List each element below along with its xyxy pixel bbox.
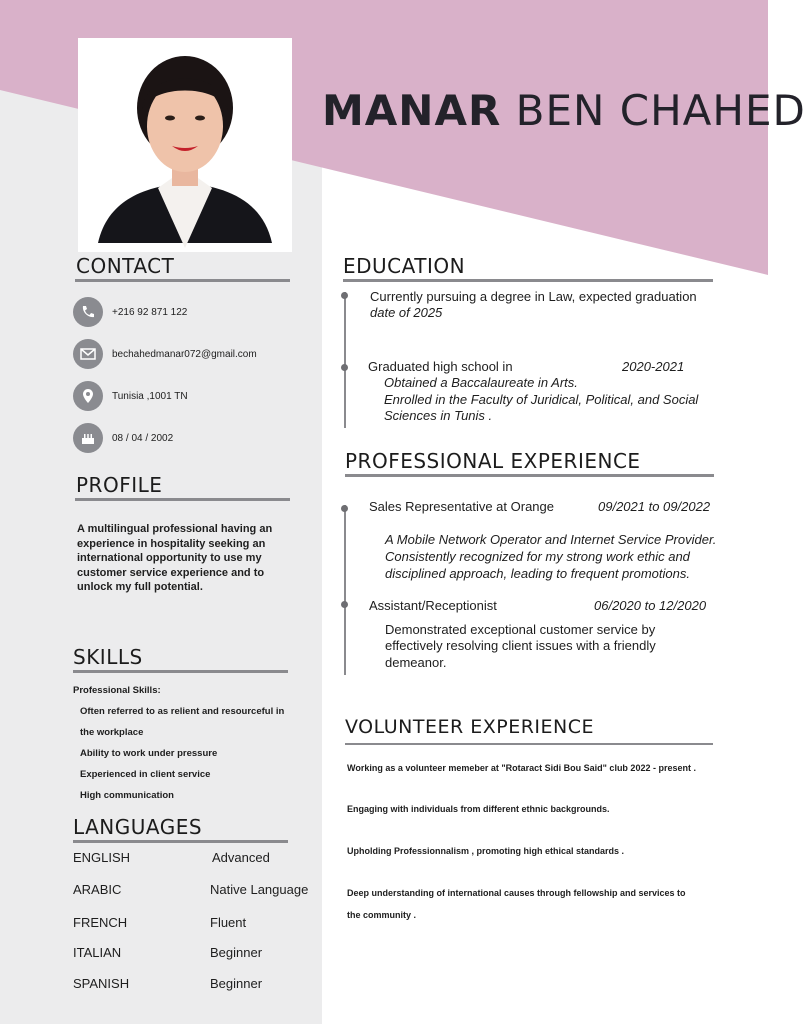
education-entry-2-line: Obtained a Baccalaureate in Arts. <box>384 375 578 390</box>
volunteer-rule <box>345 743 713 745</box>
birthday-text: 08 / 04 / 2002 <box>112 432 174 444</box>
education-timeline <box>344 292 346 428</box>
language-name: ARABIC <box>73 882 122 897</box>
timeline-dot <box>341 601 348 608</box>
education-rule <box>343 279 713 282</box>
last-name: BEN CHAHED <box>515 86 806 135</box>
job-1-line: Consistently recognized for my strong work ethic and <box>385 549 690 564</box>
language-level: Advanced <box>212 850 270 865</box>
mail-icon <box>73 339 103 369</box>
location-text: Tunisia ,1001 TN <box>112 390 188 402</box>
profile-heading: PROFILE <box>76 473 163 497</box>
location-pin-icon <box>73 381 103 411</box>
skill-item: Often referred to as relient and resourceful in the workplace <box>80 706 285 738</box>
language-name: FRENCH <box>73 915 128 930</box>
first-name: MANAR <box>322 86 502 135</box>
job-1-dates: 09/2021 to 09/2022 <box>598 499 711 514</box>
experience-timeline <box>344 505 346 675</box>
contact-birthday <box>73 423 173 453</box>
skills-subtitle: Professional Skills: <box>73 685 161 696</box>
job-1-title: Sales Representative at Orange <box>369 499 554 514</box>
skill-item: High communication <box>80 790 174 801</box>
profile-photo <box>78 38 292 252</box>
email-text: bechahedmanar072@gmail.com <box>112 348 257 360</box>
job-1-line: A Mobile Network Operator and Internet Service Provider. <box>385 532 717 547</box>
contact-heading: CONTACT <box>76 254 175 278</box>
birthday-cake-icon <box>73 423 103 453</box>
timeline-dot <box>341 292 348 299</box>
timeline-dot <box>341 364 348 371</box>
language-level: Beginner <box>210 976 263 991</box>
job-2-line: effectively resolving client issues with a friendly <box>385 638 656 653</box>
volunteer-heading: VOLUNTEER EXPERIENCE <box>345 716 595 738</box>
candidate-name <box>322 86 806 135</box>
language-name: ITALIAN <box>73 945 122 960</box>
experience-rule <box>345 474 714 477</box>
phone-text: +216 92 871 122 <box>112 306 188 318</box>
profile-rule <box>75 498 290 501</box>
languages-rule <box>73 840 288 843</box>
job-2-title: Assistant/Receptionist <box>369 598 497 613</box>
job-1-line: disciplined approach, leading to frequent promotions. <box>385 566 690 581</box>
skill-item: Ability to work under pressure <box>80 748 218 759</box>
education-entry-1: Currently pursuing a degree in Law, expected graduation <box>370 289 697 304</box>
contact-phone <box>73 297 187 327</box>
job-2-line: demeanor. <box>385 655 447 670</box>
volunteer-line: Deep understanding of international causes through fellowship and services to <box>347 888 686 898</box>
skills-heading: SKILLS <box>73 645 143 669</box>
skills-rule <box>73 670 288 673</box>
education-entry-2-line: Sciences in Tunis . <box>384 408 493 423</box>
language-level: Beginner <box>210 945 263 960</box>
volunteer-line: Upholding Professionnalism , promoting high ethical standards . <box>347 846 625 856</box>
contact-location <box>73 381 188 411</box>
language-level: Native Language <box>210 882 309 897</box>
profile-text: A multilingual professional having an experience in hospitality seeking an international opportunity to use my customer service experience and to unlock my full potential. <box>77 523 273 593</box>
job-2-dates: 06/2020 to 12/2020 <box>594 598 707 613</box>
education-entry-1-date: date of 2025 <box>370 305 443 320</box>
volunteer-line: Engaging with individuals from different ethnic backgrounds. <box>347 804 610 814</box>
skill-item: Experienced in client service <box>80 769 211 780</box>
contact-email <box>73 339 257 369</box>
phone-icon <box>73 297 103 327</box>
volunteer-line: Working as a volunteer memeber at "Rotaract Sidi Bou Said" club 2022 - present . <box>347 763 696 773</box>
education-entry-2-dates: 2020-2021 <box>622 359 685 374</box>
education-entry-2-line: Enrolled in the Faculty of Juridical, Political, and Social <box>384 392 699 407</box>
language-name: ENGLISH <box>73 850 131 865</box>
timeline-dot <box>341 505 348 512</box>
education-entry-2-title: Graduated high school in <box>368 359 513 374</box>
language-level: Fluent <box>210 915 247 930</box>
experience-heading: PROFESSIONAL EXPERIENCE <box>345 449 641 473</box>
job-2-line: Demonstrated exceptional customer service by <box>385 622 656 637</box>
education-heading: EDUCATION <box>343 254 466 278</box>
language-name: SPANISH <box>73 976 130 991</box>
volunteer-line: the community . <box>347 910 417 920</box>
contact-rule <box>75 279 290 282</box>
languages-heading: LANGUAGES <box>73 815 203 839</box>
